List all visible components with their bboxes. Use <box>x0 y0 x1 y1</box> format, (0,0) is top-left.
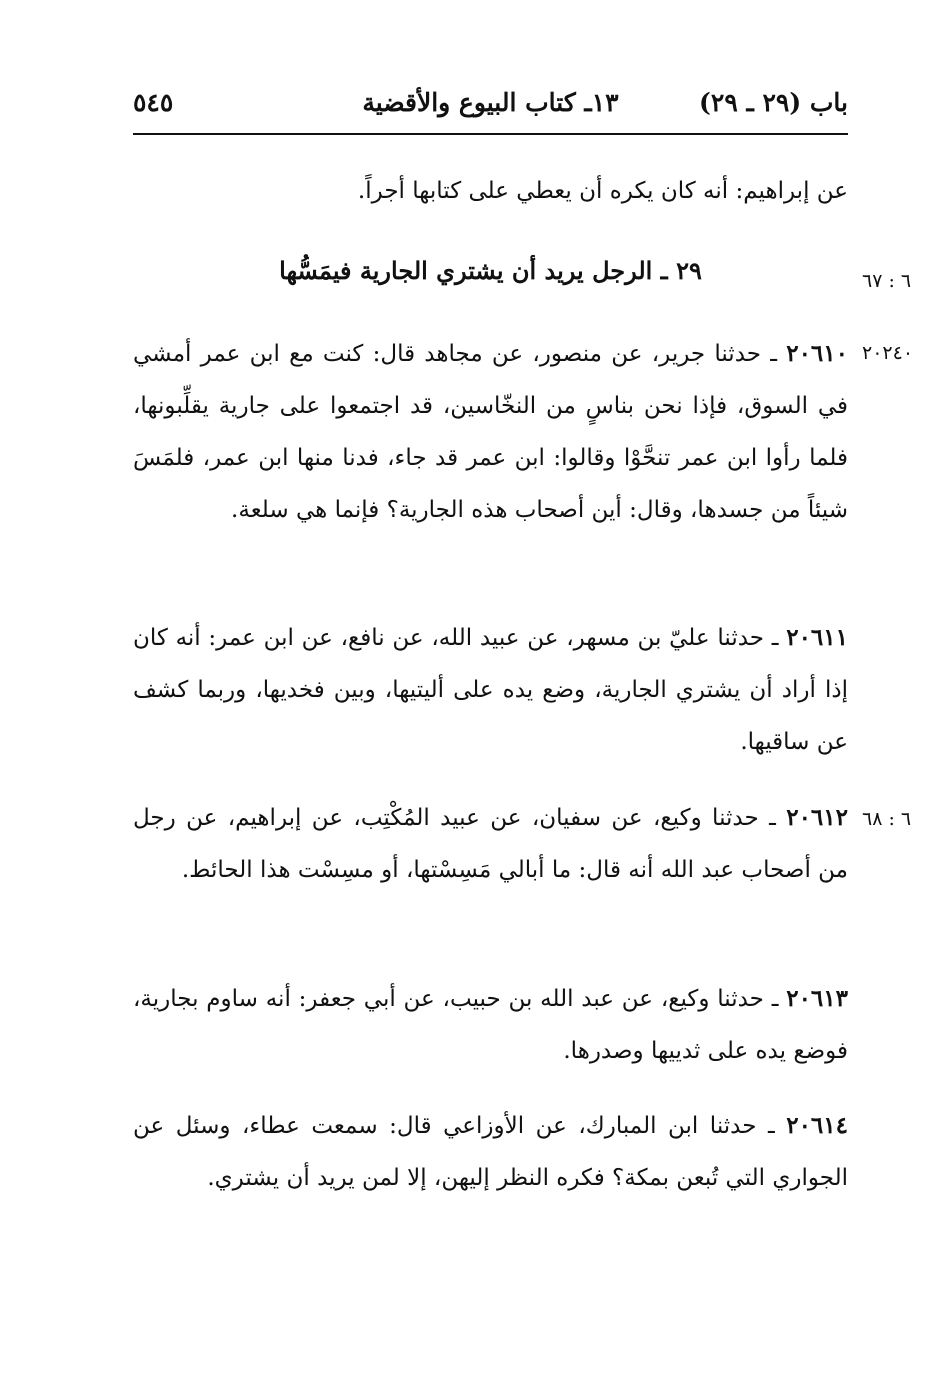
chapter-title: باب (٢٩ ـ ٢٩) <box>699 88 848 117</box>
hadith-entry-3 <box>133 792 848 896</box>
margin-ref-section: ٦ : ٦٧ <box>862 270 912 292</box>
entry-number: ٢٠٦١٣ <box>786 985 848 1012</box>
margin-ref-entry-3: ٦ : ٦٨ <box>862 808 912 830</box>
hadith-entry-1 <box>133 328 848 536</box>
entry-number: ٢٠٦١٢ <box>786 804 848 831</box>
entry-text: ـ حدثنا جرير، عن منصور، عن مجاهد قال: كنت مع ابن عمر أمشي في السوق، فإذا نحن بناسٍ من النخّاسين، قد اجتمعوا على جارية يقلِّبونها، فلما رأوا ابن عمر تنحَّوْا وقالوا: ابن عمر قد جاء، فدنا منها ابن عمر، فلمَسَ شيئاً من جسدها، وقال: أين أصحاب هذه الجارية؟ فإنما هي سلعة. <box>133 341 848 523</box>
book-title: ١٣ـ كتاب البيوع والأقضية <box>362 88 619 117</box>
entry-text: ـ حدثنا عليّ بن مسهر، عن عبيد الله، عن نافع، عن ابن عمر: أنه كان إذا أراد أن يشتري الجارية، وضع يده على أليتيها، وبين فخديها، وربما كشف عن ساقيها. <box>133 625 848 755</box>
entry-number: ٢٠٦١٤ <box>786 1112 848 1139</box>
page-header <box>133 82 848 132</box>
header-divider <box>133 133 848 135</box>
intro-text: عن إبراهيم: أنه كان يكره أن يعطي على كتابها أجراً. <box>357 178 848 204</box>
entry-text: ـ حدثنا وكيع، عن عبد الله بن حبيب، عن أبي جعفر: أنه ساوم بجارية، فوضع يده على ثدييها وصدرها. <box>133 986 848 1064</box>
intro-paragraph <box>133 165 848 217</box>
page-number: ٥٤٥ <box>133 88 174 117</box>
entry-text: ـ حدثنا وكيع، عن سفيان، عن عبيد المُكْتِب، عن إبراهيم، عن رجل من أصحاب عبد الله أنه قال: ما أبالي مَسِسْتها، أو مسِسْت هذا الحائط. <box>133 805 848 883</box>
entry-number: ٢٠٦١١ <box>786 624 848 651</box>
hadith-entry-2 <box>133 612 848 768</box>
section-heading: ٢٩ ـ الرجل يريد أن يشتري الجارية فيمَسُّها <box>279 256 702 285</box>
margin-ref-entry-1: ٢٠٢٤٠ <box>862 342 914 364</box>
hadith-entry-5 <box>133 1100 848 1204</box>
hadith-entry-4 <box>133 973 848 1077</box>
entry-number: ٢٠٦١٠ <box>786 340 848 367</box>
entry-text: ـ حدثنا ابن المبارك، عن الأوزاعي قال: سمعت عطاء، وسئل عن الجواري التي تُبعن بمكة؟ فكره النظر إليهن، إلا لمن يريد أن يشتري. <box>133 1113 848 1191</box>
